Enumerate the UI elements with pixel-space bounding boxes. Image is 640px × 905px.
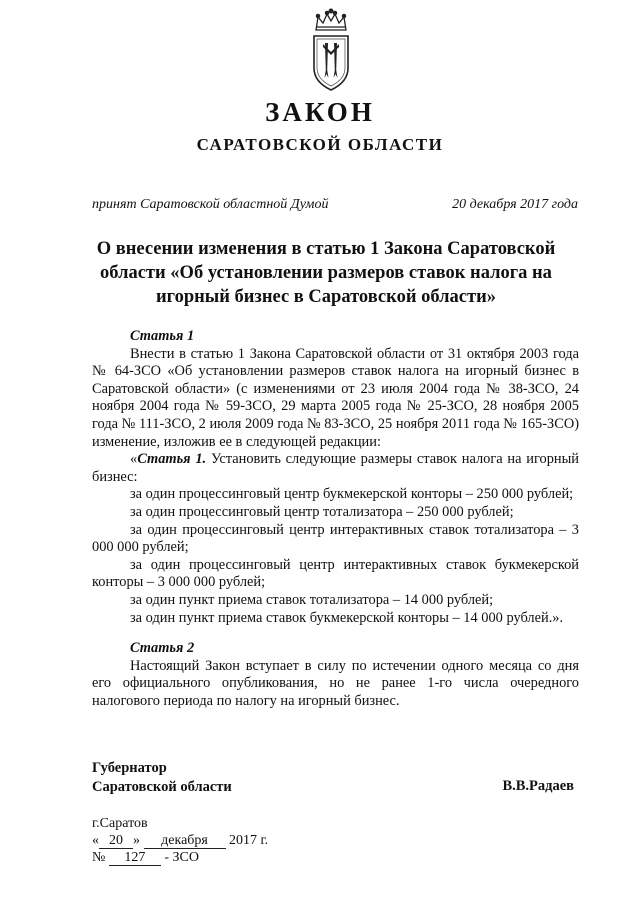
signatory-position-line-2: Саратовской области	[92, 779, 232, 795]
signatory-position-line-1: Губернатор	[92, 760, 167, 776]
quoted-article-text: Установить следующие размеры ставок налога на игорный бизнес:	[92, 451, 579, 485]
signing-month: декабря	[144, 834, 226, 849]
rate-item: за один процессинговый центр тотализатора – 250 000 рублей;	[130, 503, 514, 520]
document-title: ЗАКОН	[265, 97, 375, 127]
law-number-suffix: - ЗСО	[164, 850, 199, 865]
place-of-signing: г.Саратов	[92, 816, 148, 831]
article-1-intro: Внести в статью 1 Закона Саратовской области от 31 октября 2003 года № 64-ЗСО «Об установлении размеров ставок налога на игорный бизнес в Саратовской области» (с изменениями от 23 июля 2004 года № 38-ЗСО, 24 ноября 2004 года № 59-ЗСО, 29 марта 2005 года № 25-ЗСО, 28 ноября 2005 года № 111-ЗСО, 2 июля 2009 года № 83-ЗСО, 25 ноября 2011 года № 165-ЗСО) изменение, изложив ее в следующей редакции:	[92, 345, 580, 450]
adoption-body: принят Саратовской областной Думой	[92, 197, 329, 212]
date-quote-open: «	[92, 833, 99, 848]
document-footer	[92, 815, 268, 866]
article-2-text: Настоящий Закон вступает в силу по истечении одного месяца со дня его официального опубликования, но не ранее 1-го числа очередного налогового периода по налогу на игорный бизнес.	[92, 657, 579, 709]
signatory-name: В.В.Радаев	[502, 778, 574, 794]
article-1-quoted-lead	[92, 451, 579, 486]
rate-item: за один процессинговый центр интерактивных ставок тотализатора – 3 000 000 рублей;	[92, 521, 579, 556]
article-1-title: Статья 1	[130, 328, 195, 344]
document-subtitle: САРАТОВСКОЙ ОБЛАСТИ	[196, 135, 444, 154]
signing-day: 20	[99, 834, 133, 849]
date-quote-close: »	[133, 833, 140, 848]
rate-item: за один процессинговый центр букмекерской конторы – 250 000 рублей;	[130, 486, 574, 503]
saratov-coat-of-arms-icon	[311, 8, 351, 92]
law-heading: О внесении изменения в статью 1 Закона Саратовской области «Об установлении размеров ставок налога на игорный бизнес в Саратовской области»	[96, 239, 556, 307]
document-body	[92, 328, 579, 710]
quoted-article-title: Статья 1.	[137, 451, 207, 468]
law-number-prefix: №	[92, 850, 106, 865]
article-2-title: Статья 2	[130, 640, 195, 657]
rate-item: за один пункт приема ставок тотализатора – 14 000 рублей;	[130, 591, 494, 608]
signing-date	[92, 832, 268, 849]
signing-year: 2017 г.	[229, 833, 269, 848]
law-number-value: 127	[109, 851, 161, 866]
quote-open: «	[130, 451, 138, 468]
rate-item: за один пункт приема ставок букмекерской конторы – 14 000 рублей.».	[130, 609, 564, 626]
signatory-position	[92, 759, 232, 797]
rate-item: за один процессинговый центр интерактивных ставок букмекерской конторы – 3 000 000 рублей;	[92, 556, 579, 591]
adoption-date: 20 декабря 2017 года	[452, 197, 578, 212]
law-number	[92, 849, 268, 866]
